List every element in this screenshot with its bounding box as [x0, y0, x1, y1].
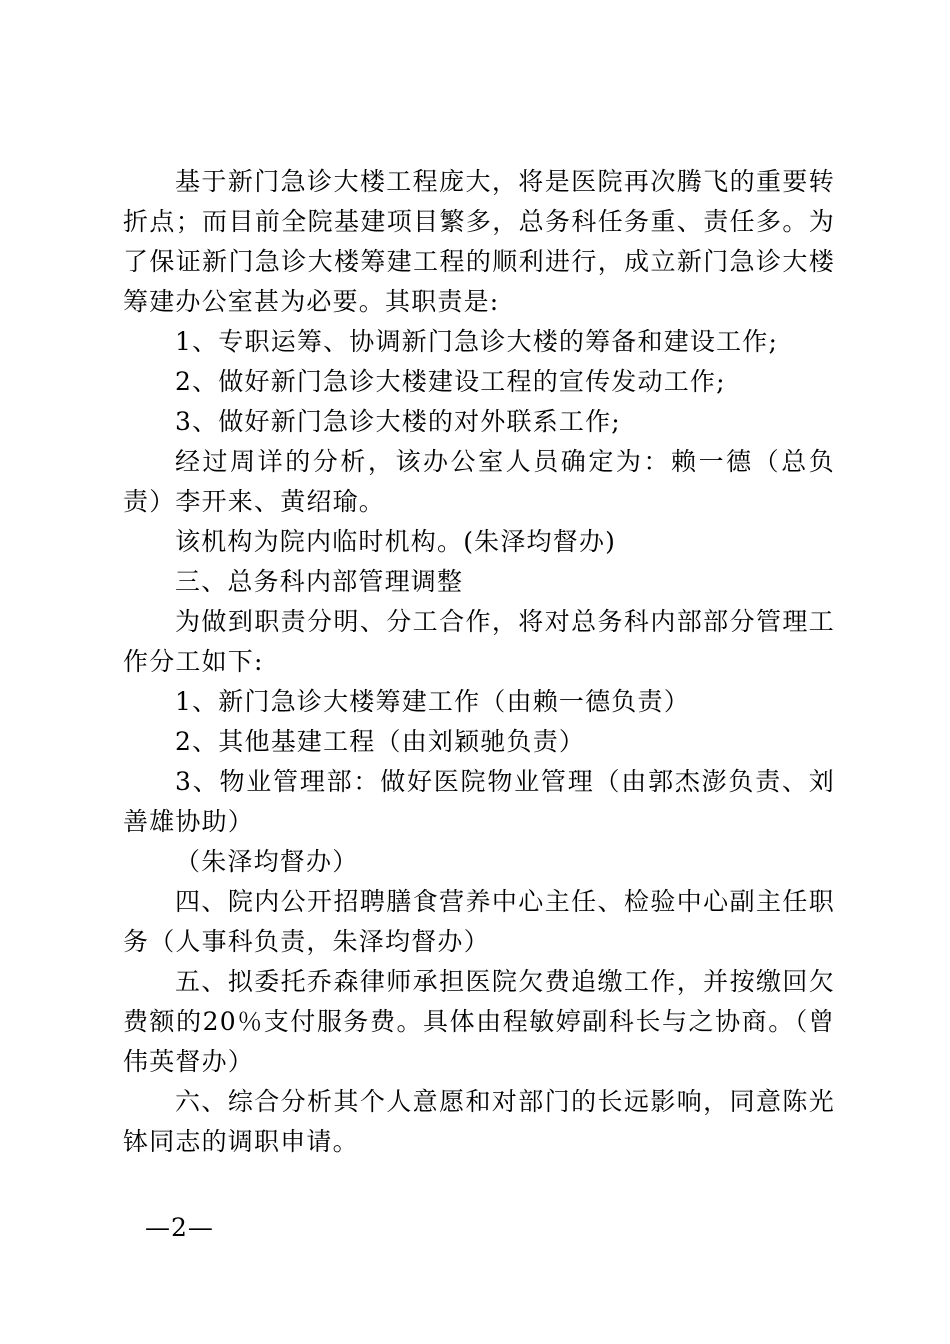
supervisor-note: （朱泽均督办）: [175, 847, 359, 876]
section-heading-5: 五、拟委托乔森律师承担医院欠费追缴工作，并按缴回欠费额的20％支付服务费。具体由程敏婷副科长与之协商。（曾伟英督办）: [123, 967, 835, 1076]
section-heading-3: 三、总务科内部管理调整: [175, 567, 464, 596]
page-number: —2—: [145, 1213, 214, 1242]
duty-item-3: 3、做好新门急诊大楼的对外联系工作;: [175, 407, 621, 436]
division-item-3: 3、物业管理部：做好医院物业管理（由郭杰澎负责、刘善雄协助）: [123, 767, 835, 836]
duty-item-1: 1、专职运筹、协调新门急诊大楼的筹备和建设工作;: [175, 327, 779, 356]
paragraph-staff: 经过周详的分析，该办公室人员确定为：赖一德（总负责）李开来、黄绍瑜。: [123, 447, 835, 516]
paragraph-temporary-body: 该机构为院内临时机构。(朱泽均督办): [175, 527, 617, 556]
paragraph-intro: 基于新门急诊大楼工程庞大，将是医院再次腾飞的重要转折点；而目前全院基建项目繁多，总务科任务重、责任多。为了保证新门急诊大楼筹建工程的顺利进行，成立新门急诊大楼筹建办公室甚为必要。其职责是:: [123, 167, 835, 316]
duty-item-2: 2、做好新门急诊大楼建设工程的宣传发动工作;: [175, 367, 726, 396]
division-item-1: 1、新门急诊大楼筹建工作（由赖一德负责）: [175, 687, 690, 716]
section-heading-6: 六、综合分析其个人意愿和对部门的长远影响，同意陈光钵同志的调职申请。: [123, 1087, 835, 1156]
division-item-2: 2、其他基建工程（由刘颖驰负责）: [175, 727, 586, 756]
document-body: [123, 162, 835, 1162]
section-heading-4: 四、院内公开招聘膳食营养中心主任、检验中心副主任职务（人事科负责，朱泽均督办）: [123, 887, 835, 956]
paragraph-division: 为做到职责分明、分工合作，将对总务科内部部分管理工作分工如下:: [123, 607, 835, 676]
